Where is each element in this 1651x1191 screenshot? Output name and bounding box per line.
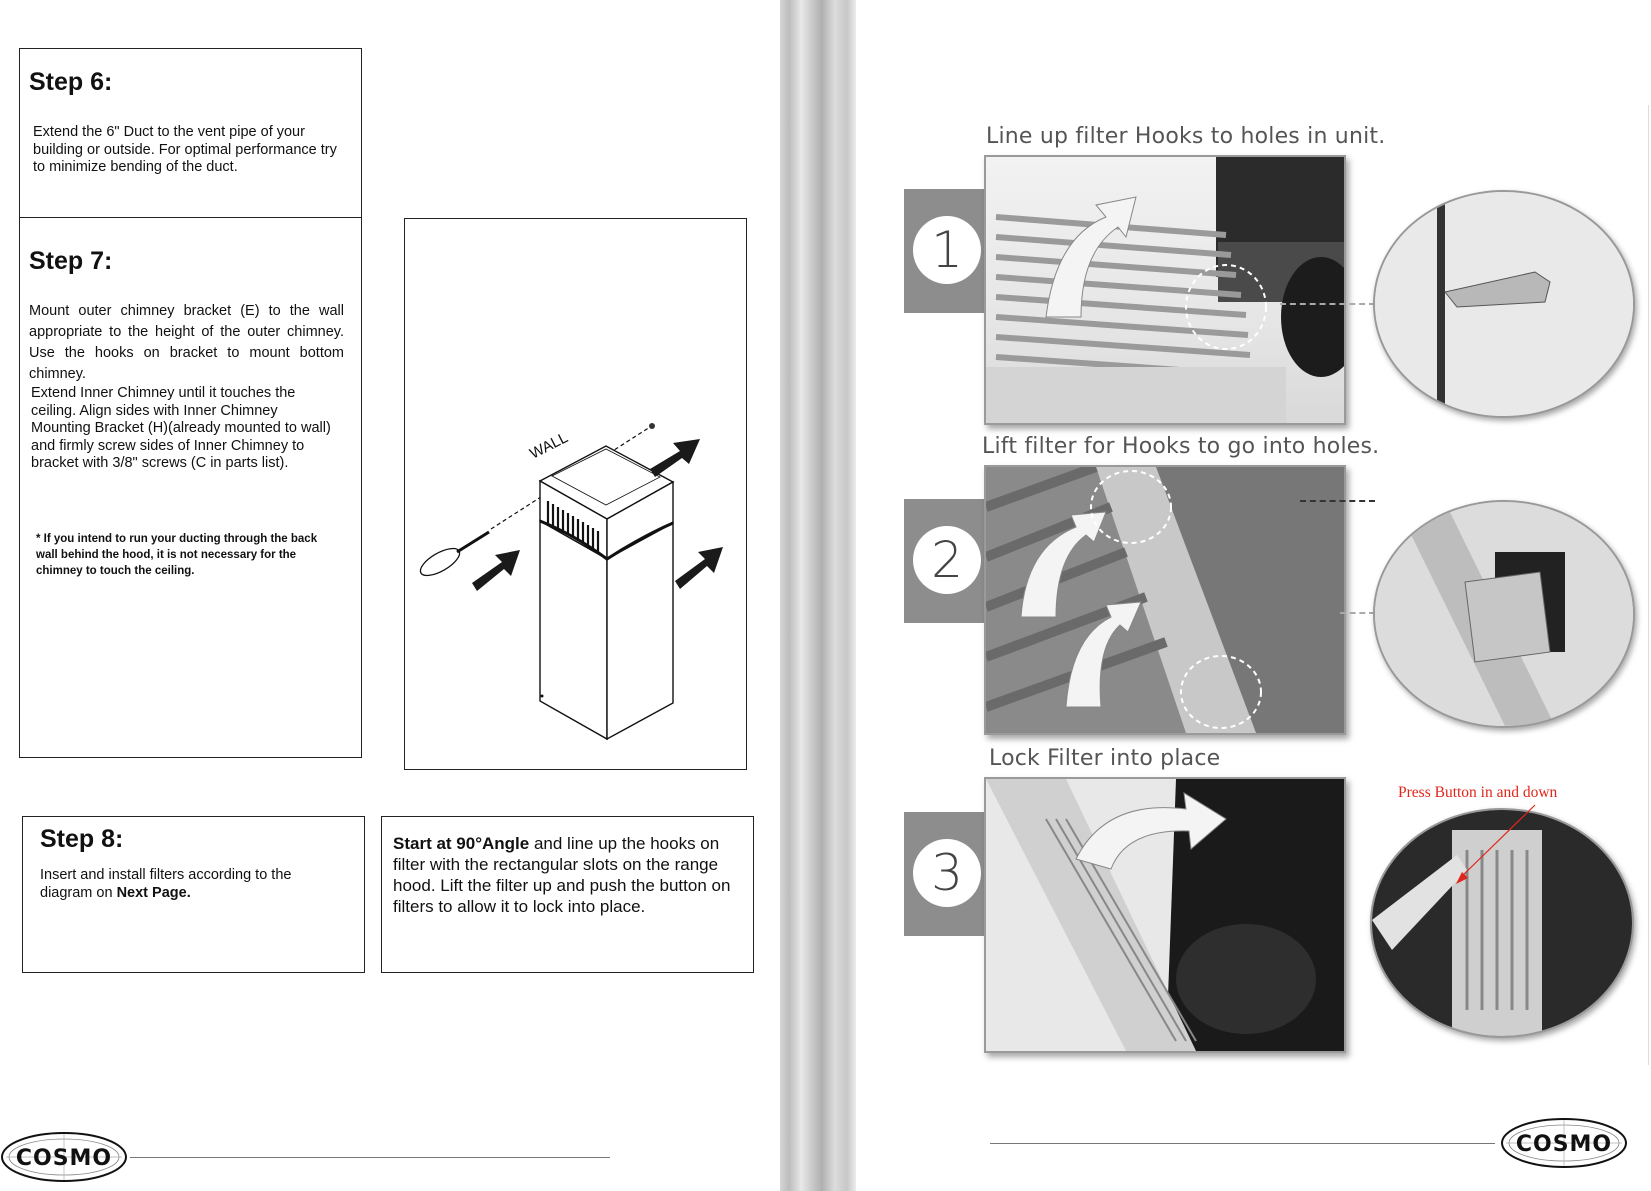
press-button-note: Press Button in and down [1398,784,1558,801]
step2-photo [984,465,1346,735]
step3-photo [984,777,1346,1053]
step1-zoom [1373,190,1635,418]
book-gutter [780,0,856,1191]
step1-caption: Line up filter Hooks to holes in unit. [986,124,1386,149]
cosmo-logo-right [1500,1116,1630,1170]
step7-note: * If you intend to run your ducting through the back wall behind the hood, it is not necessary for the chimney to touch the ceiling. [36,533,318,577]
right-page-edge [1648,105,1649,1065]
cosmo-logo-text-left: COSMO [15,1146,113,1171]
step8-text [40,867,345,902]
step2-caption: Lift filter for Hooks to go into holes. [982,434,1380,459]
step3-caption: Lock Filter into place [989,746,1221,771]
connector-1 [1280,303,1375,305]
wall-label: WALL [527,429,571,463]
instruction-rest: and line up the hooks on filter with the rectangular slots on the range hood. Lift the filter up and push the button on filters to allow it to lock into place. [393,834,731,916]
cosmo-logo-text-right: COSMO [1515,1132,1613,1157]
connector-2b [1340,612,1375,614]
step1-photo [984,155,1346,425]
step7-box [19,217,362,758]
step6-title: Step 6: [29,68,113,96]
chimney-diagram-box [404,218,747,770]
step8-text-prefix: Insert and install filters according to the diagram on [40,867,292,901]
step7-text-mount: Mount outer chimney bracket (E) to the wall appropriate to the height of the outer chimney. Use the hooks on bracket to mount bottom chimney. [29,303,344,382]
cosmo-logo-left [0,1130,130,1184]
step3-number: 3 [913,839,981,907]
step7-text-extend: Extend Inner Chimney until it touches the ceiling. Align sides with Inner Chimney Mounting Bracket (H)(already mounted to wall) and firmly screw sides of Inner Chimney to bracket with 3/8" screws (C in parts list). [31,385,331,471]
screwdriver-icon [416,532,489,581]
footer-line-left [130,1157,610,1158]
step8-title: Step 8: [40,825,124,853]
step1-number: 1 [913,216,981,284]
connector-2a [1300,500,1375,502]
step2-zoom [1373,500,1635,728]
step6-text: Extend the 6" Duct to the vent pipe of your building or outside. For optimal performance try to minimize bending of the duct. [33,124,337,175]
press-arrow [1450,800,1570,890]
instruction-bold: Start at 90°Angle [393,834,530,853]
step2-number: 2 [913,526,981,594]
chimney-diagram [405,219,746,769]
step7-title: Step 7: [29,247,113,275]
filter-instruction-text [393,833,743,917]
step8-text-bold: Next Page. [116,884,191,901]
footer-line-right [990,1143,1495,1144]
